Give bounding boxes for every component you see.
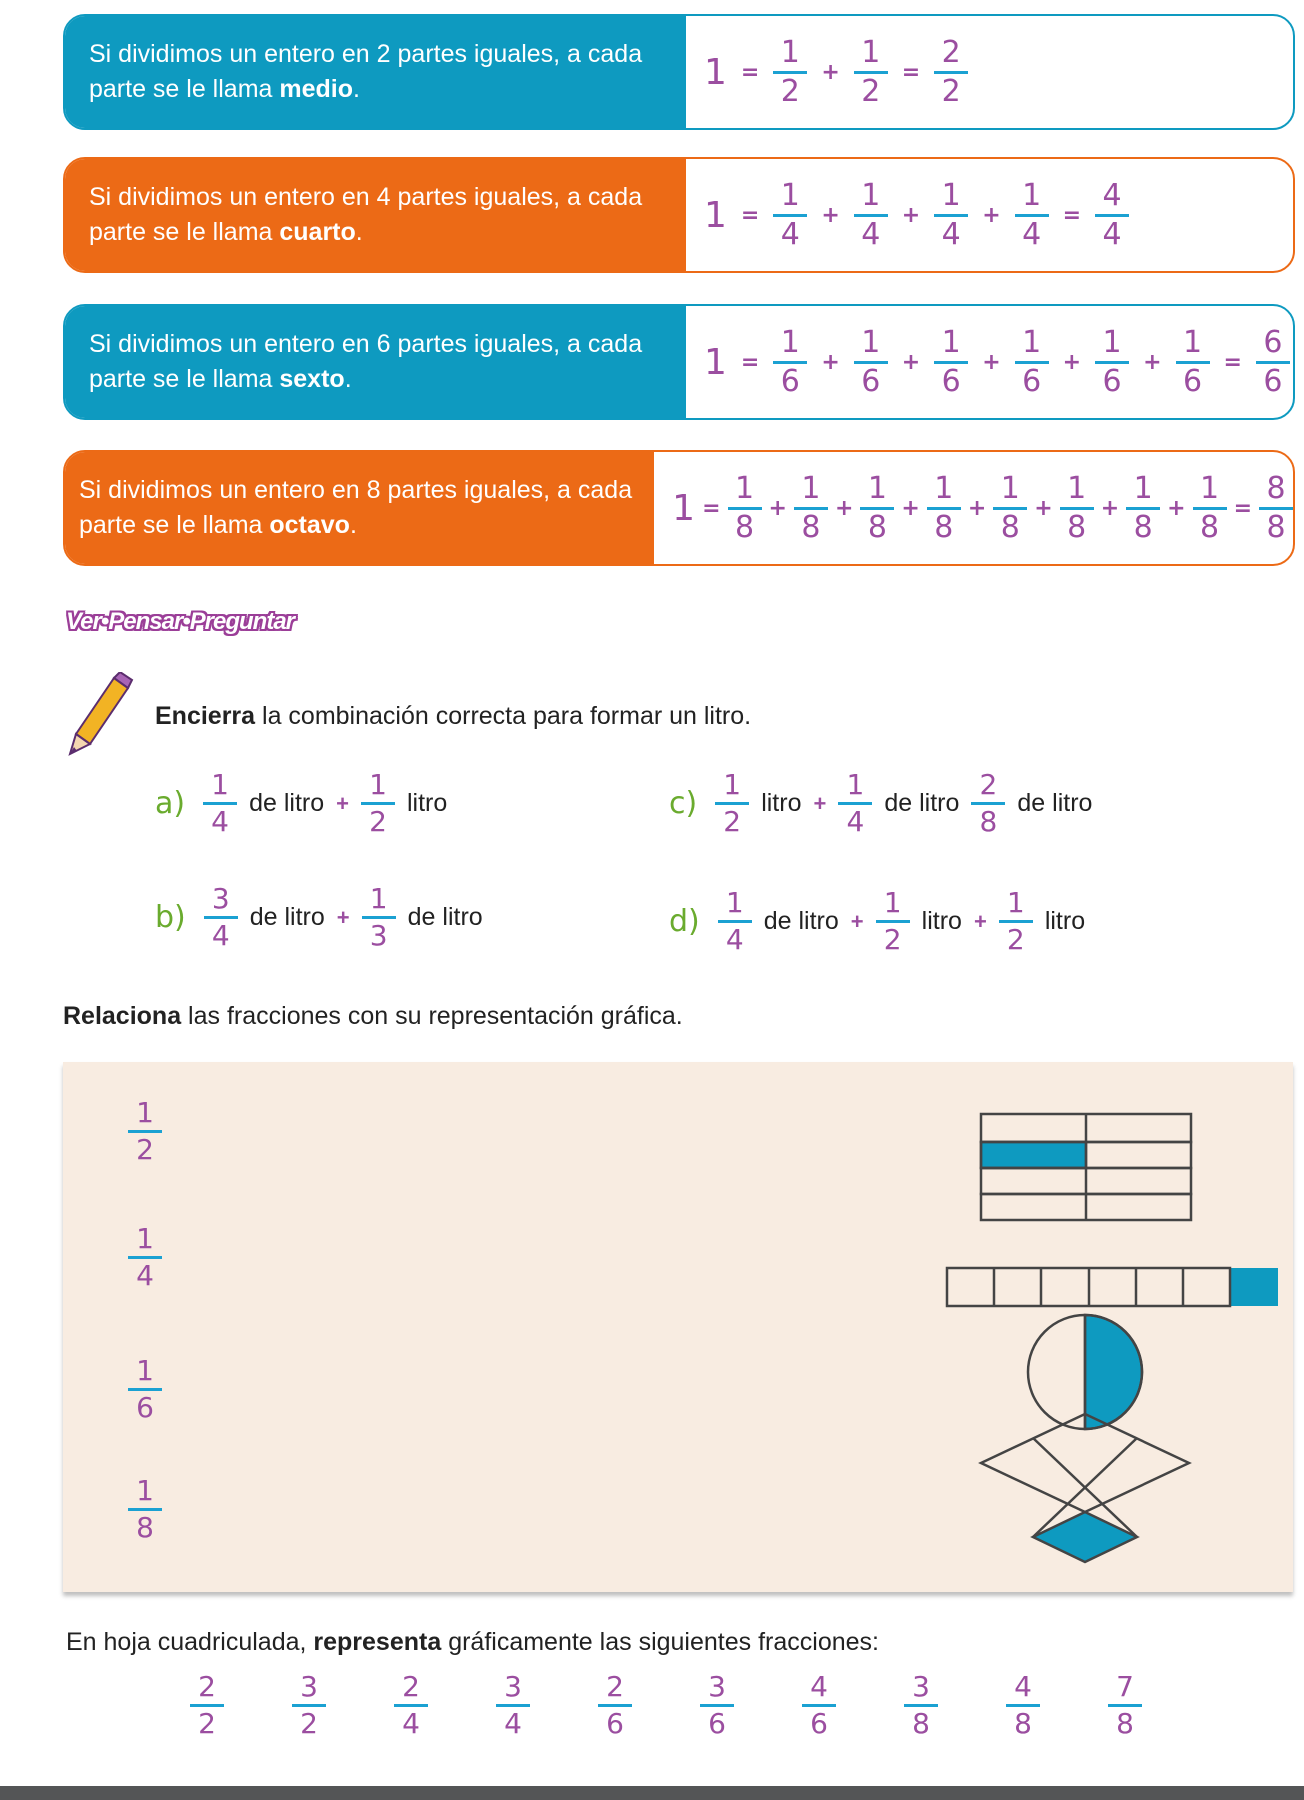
plus-sign: + [982, 202, 1001, 228]
denominator: 6 [708, 1707, 726, 1740]
section-title: Ver•Pensar•Preguntar [66, 608, 295, 635]
equation [704, 324, 1290, 399]
fraction [934, 324, 968, 399]
plus-sign: + [1167, 495, 1186, 521]
denominator: 8 [1000, 509, 1020, 545]
fraction [838, 770, 872, 837]
numerator: 3 [708, 1670, 726, 1703]
plus-sign: + [850, 908, 864, 934]
equals-sign: = [1233, 495, 1252, 521]
numerator: 1 [867, 470, 887, 506]
option-text: litro [407, 789, 448, 817]
denominator: 8 [734, 509, 755, 545]
numerator: 1 [941, 177, 961, 213]
circle-halves-shape[interactable] [1028, 1315, 1142, 1429]
definition-term: medio [279, 75, 353, 103]
option-text: de litro [249, 903, 325, 931]
definition-end: . [355, 218, 363, 246]
denominator: 2 [780, 73, 800, 109]
equation-lhs: 1 [672, 487, 696, 529]
numerator: 1 [1102, 324, 1122, 360]
numerator: 1 [136, 1354, 154, 1387]
plus-sign: + [336, 790, 349, 816]
denominator: 8 [1266, 509, 1286, 545]
plus-sign: + [901, 349, 921, 375]
fraction [993, 470, 1027, 545]
fraction [190, 1672, 224, 1739]
numerator: 1 [369, 882, 388, 915]
numerator: 1 [1000, 470, 1020, 506]
numerator: 2 [941, 34, 961, 70]
definition-sentence: Si dividimos un entero en 4 partes iguales, a cada parte se le llama [89, 183, 643, 246]
denominator: 4 [846, 805, 865, 838]
numerator: 3 [912, 1670, 930, 1703]
instruction-verb: Encierra [155, 702, 256, 730]
denominator: 3 [369, 919, 388, 952]
plus-sign: + [967, 495, 987, 521]
equation-lhs: 1 [704, 341, 727, 383]
denominator: 8 [1200, 509, 1220, 545]
fraction [1095, 324, 1129, 399]
definition-end: . [353, 75, 360, 103]
denominator: 6 [861, 363, 881, 399]
denominator: 2 [723, 805, 742, 838]
bottom-bar [0, 1786, 1304, 1800]
option-letter: b) [155, 900, 186, 935]
option-c[interactable] [669, 770, 1092, 837]
fraction [1015, 324, 1049, 399]
denominator: 4 [1102, 216, 1122, 252]
definition-text [89, 180, 686, 250]
denominator: 6 [1182, 363, 1203, 399]
fraction [854, 324, 888, 399]
numerator: 1 [723, 768, 742, 801]
info-box [63, 157, 1295, 273]
denominator: 4 [211, 919, 230, 952]
numerator: 1 [1022, 177, 1042, 213]
equation-area [686, 159, 1293, 271]
denominator: 8 [934, 509, 954, 545]
instruction-text: En hoja cuadriculada, [66, 1628, 314, 1656]
denominator: 2 [883, 923, 902, 956]
option-a[interactable] [155, 770, 447, 837]
equals-sign: = [740, 59, 760, 85]
numerator: 1 [861, 324, 881, 360]
numerator: 1 [883, 886, 902, 919]
equation-area [686, 16, 1293, 128]
definition-end: . [349, 511, 357, 539]
fraction [361, 770, 395, 837]
denominator: 2 [369, 805, 387, 838]
denominator: 4 [402, 1707, 420, 1740]
denominator: 6 [941, 363, 961, 399]
numerator: 1 [846, 768, 865, 801]
equation [704, 177, 1129, 252]
shapes-canvas [63, 1062, 1293, 1592]
equals-sign: = [901, 59, 921, 85]
fractions-to-represent [190, 1672, 1142, 1739]
denominator: 8 [1067, 509, 1087, 545]
fraction [1193, 470, 1227, 545]
numerator: 1 [136, 1474, 154, 1507]
instruction-verb: representa [313, 1628, 442, 1656]
fraction [1259, 470, 1293, 545]
option-letter: a) [155, 786, 186, 821]
denominator: 8 [1133, 509, 1153, 545]
denominator: 8 [1116, 1707, 1134, 1740]
definition-sentence: Si dividimos un entero en 8 partes iguales, a cada parte se le llama [79, 476, 633, 539]
option-letter: d) [669, 904, 700, 939]
denominator: 6 [136, 1391, 154, 1424]
numerator: 1 [1133, 470, 1153, 506]
fraction [1060, 470, 1094, 545]
definition-text [79, 473, 654, 543]
numerator: 4 [1102, 177, 1122, 213]
fraction [1015, 177, 1049, 252]
instruction-representa [66, 1628, 879, 1657]
numerator: 1 [861, 177, 881, 213]
info-box-text [65, 159, 686, 271]
numerator: 3 [300, 1670, 318, 1703]
diamond-quarters-shape[interactable] [981, 1414, 1189, 1562]
numerator: 4 [810, 1670, 828, 1703]
numerator: 6 [1263, 324, 1283, 360]
numerator: 1 [780, 177, 800, 213]
plus-sign: + [821, 202, 840, 228]
plus-sign: + [1062, 349, 1082, 375]
option-text: de litro [407, 903, 483, 931]
denominator: 2 [136, 1133, 154, 1166]
fraction [794, 470, 828, 545]
denominator: 4 [941, 216, 961, 252]
plus-sign: + [768, 495, 787, 521]
fraction [700, 1672, 734, 1739]
numerator: 4 [1014, 1670, 1032, 1703]
denominator: 8 [867, 509, 887, 545]
fraction [728, 470, 762, 545]
plus-sign: + [1034, 495, 1053, 521]
fraction [934, 34, 968, 109]
equation-area [686, 306, 1293, 418]
numerator: 1 [136, 1096, 154, 1129]
denominator: 8 [912, 1707, 930, 1740]
fraction [904, 1672, 938, 1739]
fraction [1108, 1672, 1142, 1739]
fraction [715, 770, 749, 837]
numerator: 1 [1200, 470, 1220, 506]
option-letter: c) [669, 786, 698, 821]
denominator: 4 [211, 805, 229, 838]
fraction [1176, 324, 1210, 399]
numerator: 1 [1006, 886, 1025, 919]
numerator: 2 [979, 768, 998, 801]
pencil-icon [66, 672, 136, 756]
denominator: 4 [136, 1259, 154, 1292]
equals-sign: = [740, 349, 760, 375]
plus-sign: + [821, 349, 840, 375]
equals-sign: = [1223, 349, 1242, 375]
info-box-text [65, 452, 654, 564]
denominator: 2 [941, 73, 961, 109]
option-text: de litro [763, 907, 839, 935]
numerator: 1 [934, 470, 954, 506]
denominator: 4 [1022, 216, 1042, 252]
instruction-text: las fracciones con su representación gráfica. [181, 1002, 683, 1030]
info-box [63, 14, 1295, 130]
denominator: 2 [300, 1707, 318, 1740]
denominator: 6 [1263, 363, 1283, 399]
denominator: 4 [861, 216, 881, 252]
option-text: de litro [249, 789, 325, 817]
numerator: 1 [861, 34, 881, 70]
info-box-text [65, 16, 686, 128]
numerator: 1 [780, 34, 800, 70]
info-box [63, 450, 1295, 566]
option-text: litro [1044, 907, 1086, 935]
denominator: 6 [1102, 363, 1122, 399]
numerator: 2 [606, 1670, 624, 1703]
numerator: 1 [801, 470, 821, 506]
numerator: 1 [136, 1222, 154, 1255]
equals-sign: = [702, 495, 721, 521]
option-text: de litro [1017, 789, 1093, 817]
denominator: 2 [1006, 923, 1025, 956]
fraction [1126, 470, 1160, 545]
definition-term: sexto [279, 365, 345, 393]
denominator: 2 [861, 73, 881, 109]
definition-sentence: Si dividimos un entero en 6 partes iguales, a cada parte se le llama [89, 330, 643, 393]
denominator: 4 [504, 1707, 522, 1740]
matching-panel [63, 1062, 1293, 1592]
numerator: 1 [941, 324, 961, 360]
plus-sign: + [973, 908, 987, 934]
numerator: 1 [1067, 470, 1087, 506]
plus-sign: + [1100, 495, 1120, 521]
fraction [496, 1672, 530, 1739]
numerator: 7 [1116, 1670, 1134, 1703]
numerator: 2 [402, 1670, 420, 1703]
instruction-relaciona [63, 1002, 683, 1031]
fraction [927, 470, 961, 545]
fraction [394, 1672, 428, 1739]
numerator: 3 [211, 882, 230, 915]
equation [704, 34, 968, 109]
instruction-verb: Relaciona [63, 1002, 182, 1030]
equation [672, 470, 1293, 545]
numerator: 3 [504, 1670, 522, 1703]
fraction [773, 177, 807, 252]
plus-sign: + [834, 495, 854, 521]
fraction [999, 888, 1033, 955]
fraction [598, 1672, 632, 1739]
numerator: 8 [1266, 470, 1286, 506]
definition-text [89, 37, 686, 107]
fraction [203, 770, 237, 837]
numerator: 1 [1182, 324, 1203, 360]
fraction [854, 177, 888, 252]
denominator: 6 [780, 363, 800, 399]
definition-term: cuarto [279, 218, 356, 246]
equation-lhs: 1 [704, 194, 727, 236]
instruction-encierra [155, 702, 751, 731]
numerator: 1 [725, 886, 744, 919]
numerator: 1 [780, 324, 800, 360]
definition-term: octavo [269, 511, 350, 539]
equation-area [654, 452, 1293, 564]
plus-sign: + [813, 790, 827, 816]
instruction-text: gráficamente las siguientes fracciones: [441, 1628, 879, 1656]
denominator: 6 [606, 1707, 624, 1740]
denominator: 4 [725, 923, 744, 956]
info-box [63, 304, 1295, 420]
denominator: 8 [1014, 1707, 1032, 1740]
grid-eighths-shape[interactable] [981, 1114, 1191, 1220]
numerator: 1 [734, 470, 755, 506]
denominator: 6 [810, 1707, 828, 1740]
numerator: 1 [369, 768, 387, 801]
denominator: 4 [780, 216, 800, 252]
fraction [860, 470, 894, 545]
fraction [773, 324, 807, 399]
option-text: de litro [884, 789, 960, 817]
fraction [362, 884, 396, 951]
option-b[interactable] [155, 884, 483, 951]
equals-sign: = [1062, 202, 1082, 228]
fraction [1006, 1672, 1040, 1739]
fraction [292, 1672, 326, 1739]
strip-sixths-shape[interactable] [947, 1268, 1278, 1306]
option-d[interactable] [669, 888, 1085, 955]
fraction [854, 34, 888, 109]
fraction [876, 888, 910, 955]
option-text: litro [761, 789, 802, 817]
instruction-text: la combinación correcta para formar un litro. [255, 702, 752, 730]
fraction [934, 177, 968, 252]
plus-sign: + [901, 202, 921, 228]
numerator: 1 [211, 768, 229, 801]
info-box-text [65, 306, 686, 418]
denominator: 8 [979, 805, 998, 838]
denominator: 6 [1022, 363, 1042, 399]
plus-sign: + [821, 59, 840, 85]
plus-sign: + [982, 349, 1001, 375]
fraction [1095, 177, 1129, 252]
numerator: 2 [198, 1670, 216, 1703]
fraction [971, 770, 1005, 837]
fraction [718, 888, 752, 955]
plus-sign: + [336, 904, 350, 930]
option-text: litro [921, 907, 962, 935]
denominator: 8 [801, 509, 821, 545]
plus-sign: + [901, 495, 920, 521]
denominator: 2 [198, 1707, 216, 1740]
definition-end: . [344, 365, 352, 393]
denominator: 8 [136, 1511, 154, 1544]
fraction [802, 1672, 836, 1739]
definition-sentence: Si dividimos un entero en 2 partes iguales, a cada parte se le llama [89, 40, 643, 103]
fraction [1256, 324, 1290, 399]
fraction [204, 884, 238, 951]
numerator: 1 [1022, 324, 1042, 360]
equals-sign: = [740, 202, 760, 228]
equation-lhs: 1 [704, 51, 727, 93]
plus-sign: + [1143, 349, 1162, 375]
definition-text [89, 327, 686, 397]
fraction [773, 34, 807, 109]
